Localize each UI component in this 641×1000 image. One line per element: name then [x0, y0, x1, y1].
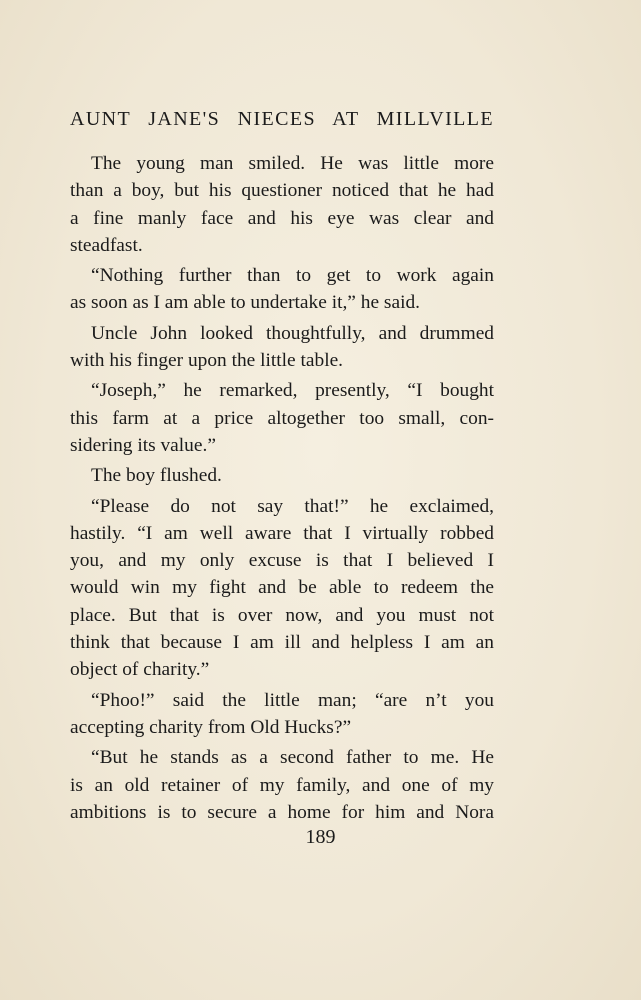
text-line: steadfast. [70, 234, 143, 256]
text-line: sidering its value.” [70, 434, 216, 456]
text-line: this farm at a price altogether too small, con- [70, 407, 494, 429]
text-line: “Nothing further than to get to work again [91, 265, 494, 287]
paragraph [70, 377, 494, 459]
text-line: place. But that is over now, and you must not [70, 604, 494, 626]
text-line: think that because I am ill and helpless I am an [70, 632, 494, 654]
text-line: The young man smiled. He was little more [91, 153, 494, 174]
text-line: would win my fight and be able to redeem the [70, 577, 494, 599]
text-line: ambitions is to secure a home for him and Nora [70, 801, 494, 823]
paragraph [70, 493, 494, 684]
text-line: “But he stands as a second father to me. He [91, 747, 494, 769]
paragraph [70, 462, 494, 489]
paragraph [70, 744, 494, 826]
paragraph [70, 687, 494, 742]
text-line: “Please do not say that!” he exclaimed, [91, 495, 494, 517]
text-line: than a boy, but his questioner noticed that he had [70, 180, 494, 202]
text-line: accepting charity from Old Hucks?” [70, 716, 352, 738]
text-line: with his finger upon the little table. [70, 350, 344, 372]
text-line: as soon as I am able to undertake it,” he said. [70, 292, 420, 314]
text-line: hastily. “I am well aware that I virtually robbed [70, 522, 494, 544]
text-line: “Joseph,” he remarked, presently, “I bought [91, 380, 494, 402]
text-line: Uncle John looked thoughtfully, and drummed [91, 322, 494, 344]
text-line: The boy flushed. [91, 465, 222, 487]
text-line: is an old retainer of my family, and one of my [70, 774, 494, 796]
page-number: 189 [305, 826, 336, 848]
text-line: object of charity.” [70, 659, 210, 681]
paragraph [70, 320, 494, 375]
paragraph [70, 150, 494, 259]
body-text [70, 150, 494, 826]
text-line: you, and my only excuse is that I believed I [70, 550, 494, 572]
running-header: AUNT JANE'S NIECES AT MILLVILLE [70, 108, 494, 130]
text-line: “Phoo!” said the little man; “are n’t you [91, 689, 494, 711]
paragraph [70, 262, 494, 317]
text-line: a fine manly face and his eye was clear and [70, 207, 494, 229]
